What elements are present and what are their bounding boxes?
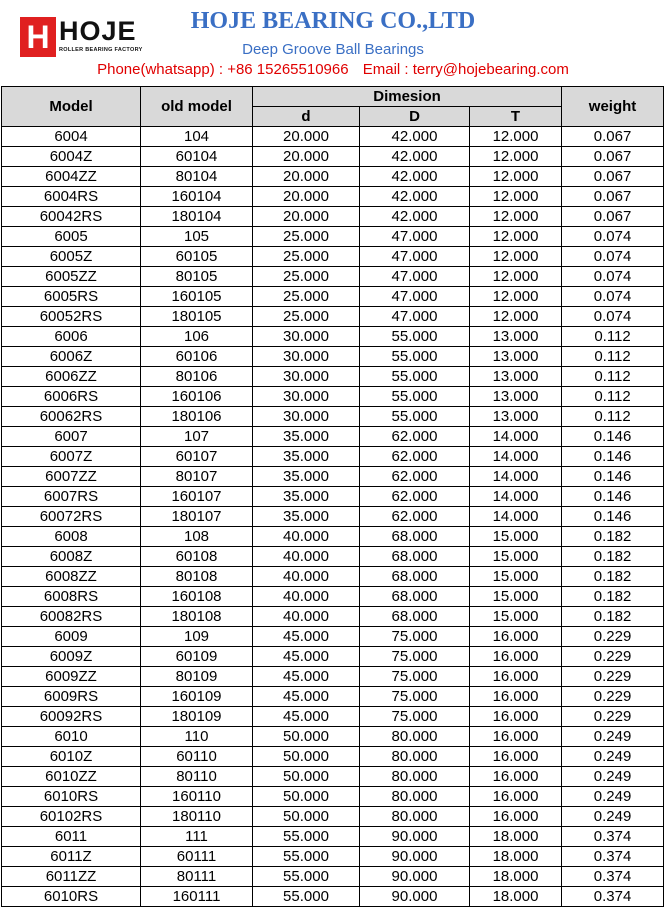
- cell-T: 12.000: [470, 307, 562, 327]
- cell-model: 6010RS: [2, 887, 141, 907]
- table-row: [2, 667, 664, 687]
- cell-D: 90.000: [360, 867, 470, 887]
- header-model: Model: [2, 87, 141, 127]
- table-row: [2, 487, 664, 507]
- cell-D: 68.000: [360, 527, 470, 547]
- cell-weight: 0.374: [562, 867, 664, 887]
- cell-D: 47.000: [360, 267, 470, 287]
- cell-D: 47.000: [360, 307, 470, 327]
- cell-old-model: 80111: [141, 867, 253, 887]
- cell-old-model: 80104: [141, 167, 253, 187]
- cell-weight: 0.074: [562, 307, 664, 327]
- header-T-width: T: [470, 107, 562, 127]
- cell-d: 55.000: [253, 827, 360, 847]
- cell-weight: 0.374: [562, 847, 664, 867]
- cell-D: 75.000: [360, 667, 470, 687]
- cell-weight: 0.229: [562, 707, 664, 727]
- cell-model: 6004: [2, 127, 141, 147]
- cell-model: 60102RS: [2, 807, 141, 827]
- cell-D: 75.000: [360, 707, 470, 727]
- cell-model: 6011: [2, 827, 141, 847]
- cell-old-model: 180108: [141, 607, 253, 627]
- cell-T: 16.000: [470, 727, 562, 747]
- cell-old-model: 80110: [141, 767, 253, 787]
- table-row: [2, 867, 664, 887]
- cell-T: 12.000: [470, 147, 562, 167]
- cell-weight: 0.067: [562, 147, 664, 167]
- cell-D: 42.000: [360, 127, 470, 147]
- cell-d: 50.000: [253, 727, 360, 747]
- cell-T: 14.000: [470, 467, 562, 487]
- cell-D: 90.000: [360, 847, 470, 867]
- header-old-model: old model: [141, 87, 253, 127]
- page-header: [0, 0, 666, 86]
- cell-T: 14.000: [470, 507, 562, 527]
- cell-T: 14.000: [470, 487, 562, 507]
- cell-d: 35.000: [253, 467, 360, 487]
- cell-old-model: 180104: [141, 207, 253, 227]
- cell-T: 13.000: [470, 407, 562, 427]
- cell-D: 62.000: [360, 427, 470, 447]
- cell-D: 47.000: [360, 247, 470, 267]
- cell-D: 90.000: [360, 887, 470, 907]
- cell-D: 55.000: [360, 407, 470, 427]
- cell-T: 13.000: [470, 327, 562, 347]
- cell-old-model: 80106: [141, 367, 253, 387]
- table-row: [2, 747, 664, 767]
- cell-weight: 0.112: [562, 327, 664, 347]
- cell-model: 6006: [2, 327, 141, 347]
- cell-weight: 0.074: [562, 227, 664, 247]
- cell-old-model: 80109: [141, 667, 253, 687]
- cell-d: 50.000: [253, 807, 360, 827]
- cell-old-model: 60105: [141, 247, 253, 267]
- cell-T: 15.000: [470, 567, 562, 587]
- table-row: [2, 827, 664, 847]
- cell-weight: 0.067: [562, 167, 664, 187]
- cell-weight: 0.229: [562, 627, 664, 647]
- cell-model: 6008ZZ: [2, 567, 141, 587]
- cell-weight: 0.067: [562, 127, 664, 147]
- table-row: [2, 267, 664, 287]
- cell-model: 6006RS: [2, 387, 141, 407]
- cell-model: 6006ZZ: [2, 367, 141, 387]
- cell-d: 50.000: [253, 787, 360, 807]
- cell-T: 12.000: [470, 127, 562, 147]
- company-name: HOJE BEARING CO.,LTD: [190, 8, 476, 34]
- table-row: [2, 767, 664, 787]
- cell-weight: 0.229: [562, 667, 664, 687]
- cell-weight: 0.229: [562, 647, 664, 667]
- cell-T: 18.000: [470, 887, 562, 907]
- cell-d: 35.000: [253, 427, 360, 447]
- table-row: [2, 347, 664, 367]
- cell-D: 47.000: [360, 227, 470, 247]
- cell-D: 80.000: [360, 807, 470, 827]
- table-row: [2, 807, 664, 827]
- cell-weight: 0.074: [562, 247, 664, 267]
- cell-d: 20.000: [253, 187, 360, 207]
- cell-model: 60052RS: [2, 307, 141, 327]
- cell-d: 20.000: [253, 127, 360, 147]
- cell-old-model: 109: [141, 627, 253, 647]
- cell-old-model: 160109: [141, 687, 253, 707]
- cell-D: 47.000: [360, 287, 470, 307]
- cell-old-model: 160111: [141, 887, 253, 907]
- cell-model: 60062RS: [2, 407, 141, 427]
- cell-old-model: 160110: [141, 787, 253, 807]
- cell-d: 20.000: [253, 167, 360, 187]
- cell-T: 12.000: [470, 247, 562, 267]
- cell-T: 16.000: [470, 627, 562, 647]
- table-row: [2, 167, 664, 187]
- cell-T: 16.000: [470, 747, 562, 767]
- cell-D: 62.000: [360, 507, 470, 527]
- cell-d: 30.000: [253, 347, 360, 367]
- cell-old-model: 60106: [141, 347, 253, 367]
- cell-d: 20.000: [253, 207, 360, 227]
- cell-weight: 0.146: [562, 507, 664, 527]
- cell-T: 16.000: [470, 647, 562, 667]
- cell-T: 12.000: [470, 267, 562, 287]
- cell-old-model: 60109: [141, 647, 253, 667]
- cell-model: 6009ZZ: [2, 667, 141, 687]
- cell-weight: 0.374: [562, 827, 664, 847]
- cell-weight: 0.229: [562, 687, 664, 707]
- cell-d: 50.000: [253, 767, 360, 787]
- cell-d: 40.000: [253, 587, 360, 607]
- cell-D: 68.000: [360, 587, 470, 607]
- cell-T: 16.000: [470, 667, 562, 687]
- cell-d: 20.000: [253, 147, 360, 167]
- table-row: [2, 887, 664, 907]
- cell-weight: 0.249: [562, 787, 664, 807]
- cell-model: 6005: [2, 227, 141, 247]
- table-row: [2, 627, 664, 647]
- cell-d: 40.000: [253, 527, 360, 547]
- cell-T: 16.000: [470, 787, 562, 807]
- cell-old-model: 80105: [141, 267, 253, 287]
- cell-old-model: 180106: [141, 407, 253, 427]
- table-row: [2, 207, 664, 227]
- cell-model: 6005Z: [2, 247, 141, 267]
- cell-D: 90.000: [360, 827, 470, 847]
- cell-model: 60072RS: [2, 507, 141, 527]
- cell-T: 12.000: [470, 207, 562, 227]
- cell-weight: 0.067: [562, 187, 664, 207]
- cell-old-model: 160105: [141, 287, 253, 307]
- cell-d: 25.000: [253, 307, 360, 327]
- cell-model: 6010Z: [2, 747, 141, 767]
- table-row: [2, 727, 664, 747]
- table-row: [2, 247, 664, 267]
- cell-old-model: 180105: [141, 307, 253, 327]
- cell-weight: 0.112: [562, 367, 664, 387]
- cell-weight: 0.249: [562, 807, 664, 827]
- cell-model: 6008: [2, 527, 141, 547]
- cell-D: 55.000: [360, 367, 470, 387]
- table-row: [2, 607, 664, 627]
- table-row: [2, 227, 664, 247]
- logo-subtext: ROLLER BEARING FACTORY: [59, 47, 143, 53]
- cell-old-model: 180110: [141, 807, 253, 827]
- cell-d: 30.000: [253, 387, 360, 407]
- catalog-subtitle: Deep Groove Ball Bearings: [242, 41, 424, 58]
- cell-weight: 0.074: [562, 267, 664, 287]
- logo-text: HOJE: [59, 16, 137, 46]
- table-row: [2, 647, 664, 667]
- cell-D: 68.000: [360, 567, 470, 587]
- cell-D: 75.000: [360, 687, 470, 707]
- cell-model: 6009Z: [2, 647, 141, 667]
- table-row: [2, 147, 664, 167]
- cell-d: 35.000: [253, 507, 360, 527]
- table-row: [2, 467, 664, 487]
- cell-d: 25.000: [253, 247, 360, 267]
- cell-model: 6008Z: [2, 547, 141, 567]
- header-weight: weight: [562, 87, 664, 127]
- cell-d: 45.000: [253, 627, 360, 647]
- cell-model: 6004ZZ: [2, 167, 141, 187]
- cell-old-model: 104: [141, 127, 253, 147]
- cell-model: 6004Z: [2, 147, 141, 167]
- table-row: [2, 587, 664, 607]
- cell-weight: 0.146: [562, 427, 664, 447]
- cell-weight: 0.182: [562, 607, 664, 627]
- cell-old-model: 180107: [141, 507, 253, 527]
- table-row: [2, 547, 664, 567]
- cell-model: 6010: [2, 727, 141, 747]
- contact-line: [0, 61, 666, 78]
- cell-d: 30.000: [253, 367, 360, 387]
- cell-model: 6007ZZ: [2, 467, 141, 487]
- cell-T: 12.000: [470, 187, 562, 207]
- header-d-inner: d: [253, 107, 360, 127]
- cell-model: 6006Z: [2, 347, 141, 367]
- header-D-outer: D: [360, 107, 470, 127]
- cell-model: 6007RS: [2, 487, 141, 507]
- phone-text: Phone(whatsapp) : +86 15265510966: [97, 61, 349, 78]
- table-row: [2, 447, 664, 467]
- cell-weight: 0.374: [562, 887, 664, 907]
- cell-old-model: 111: [141, 827, 253, 847]
- table-row: [2, 307, 664, 327]
- table-row: [2, 567, 664, 587]
- cell-old-model: 60110: [141, 747, 253, 767]
- cell-old-model: 160107: [141, 487, 253, 507]
- cell-d: 45.000: [253, 647, 360, 667]
- cell-model: 6011ZZ: [2, 867, 141, 887]
- cell-D: 55.000: [360, 347, 470, 367]
- cell-model: 60092RS: [2, 707, 141, 727]
- cell-weight: 0.146: [562, 447, 664, 467]
- cell-D: 80.000: [360, 787, 470, 807]
- cell-T: 14.000: [470, 427, 562, 447]
- cell-D: 75.000: [360, 647, 470, 667]
- cell-d: 45.000: [253, 667, 360, 687]
- cell-d: 50.000: [253, 747, 360, 767]
- cell-model: 6010ZZ: [2, 767, 141, 787]
- cell-d: 55.000: [253, 847, 360, 867]
- cell-D: 55.000: [360, 387, 470, 407]
- cell-T: 16.000: [470, 687, 562, 707]
- cell-d: 55.000: [253, 887, 360, 907]
- cell-D: 80.000: [360, 747, 470, 767]
- table-row: [2, 187, 664, 207]
- cell-T: 14.000: [470, 447, 562, 467]
- table-row: [2, 127, 664, 147]
- cell-model: 6004RS: [2, 187, 141, 207]
- cell-model: 6007: [2, 427, 141, 447]
- cell-weight: 0.067: [562, 207, 664, 227]
- cell-old-model: 80107: [141, 467, 253, 487]
- cell-D: 80.000: [360, 767, 470, 787]
- cell-weight: 0.146: [562, 467, 664, 487]
- cell-T: 15.000: [470, 607, 562, 627]
- table-body: [2, 127, 664, 907]
- table-row: [2, 507, 664, 527]
- cell-weight: 0.182: [562, 587, 664, 607]
- cell-model: 6005ZZ: [2, 267, 141, 287]
- table-row: [2, 707, 664, 727]
- cell-d: 35.000: [253, 447, 360, 467]
- cell-model: 6008RS: [2, 587, 141, 607]
- cell-T: 15.000: [470, 547, 562, 567]
- cell-old-model: 110: [141, 727, 253, 747]
- cell-D: 42.000: [360, 147, 470, 167]
- cell-weight: 0.146: [562, 487, 664, 507]
- cell-T: 18.000: [470, 827, 562, 847]
- cell-D: 62.000: [360, 487, 470, 507]
- table-row: [2, 427, 664, 447]
- table-row: [2, 387, 664, 407]
- table-row: [2, 367, 664, 387]
- cell-D: 42.000: [360, 187, 470, 207]
- table-row: [2, 287, 664, 307]
- cell-D: 80.000: [360, 727, 470, 747]
- cell-weight: 0.182: [562, 547, 664, 567]
- cell-model: 60042RS: [2, 207, 141, 227]
- cell-D: 42.000: [360, 207, 470, 227]
- cell-weight: 0.112: [562, 347, 664, 367]
- cell-T: 16.000: [470, 767, 562, 787]
- cell-old-model: 107: [141, 427, 253, 447]
- table-row: [2, 527, 664, 547]
- cell-old-model: 60104: [141, 147, 253, 167]
- cell-old-model: 108: [141, 527, 253, 547]
- cell-old-model: 160106: [141, 387, 253, 407]
- cell-old-model: 160104: [141, 187, 253, 207]
- cell-d: 30.000: [253, 407, 360, 427]
- cell-weight: 0.182: [562, 527, 664, 547]
- table-row: [2, 687, 664, 707]
- cell-d: 40.000: [253, 547, 360, 567]
- cell-weight: 0.112: [562, 407, 664, 427]
- cell-d: 35.000: [253, 487, 360, 507]
- cell-T: 12.000: [470, 167, 562, 187]
- cell-old-model: 60107: [141, 447, 253, 467]
- cell-model: 6010RS: [2, 787, 141, 807]
- cell-d: 40.000: [253, 607, 360, 627]
- table-row: [2, 787, 664, 807]
- cell-weight: 0.249: [562, 727, 664, 747]
- cell-D: 42.000: [360, 167, 470, 187]
- bearing-spec-table: [1, 86, 664, 907]
- cell-d: 45.000: [253, 707, 360, 727]
- cell-T: 18.000: [470, 867, 562, 887]
- cell-old-model: 60111: [141, 847, 253, 867]
- cell-T: 12.000: [470, 227, 562, 247]
- cell-model: 60082RS: [2, 607, 141, 627]
- cell-T: 12.000: [470, 287, 562, 307]
- email-text: Email : terry@hojebearing.com: [362, 61, 569, 78]
- cell-d: 25.000: [253, 227, 360, 247]
- cell-old-model: 80108: [141, 567, 253, 587]
- cell-model: 6005RS: [2, 287, 141, 307]
- cell-old-model: 180109: [141, 707, 253, 727]
- cell-D: 62.000: [360, 467, 470, 487]
- header-dimension: Dimesion: [253, 87, 562, 107]
- cell-weight: 0.074: [562, 287, 664, 307]
- cell-T: 16.000: [470, 707, 562, 727]
- cell-T: 15.000: [470, 587, 562, 607]
- cell-model: 6007Z: [2, 447, 141, 467]
- cell-D: 75.000: [360, 627, 470, 647]
- table-row: [2, 407, 664, 427]
- cell-weight: 0.112: [562, 387, 664, 407]
- cell-model: 6009: [2, 627, 141, 647]
- cell-d: 55.000: [253, 867, 360, 887]
- cell-d: 30.000: [253, 327, 360, 347]
- cell-T: 13.000: [470, 387, 562, 407]
- cell-D: 68.000: [360, 607, 470, 627]
- cell-d: 25.000: [253, 267, 360, 287]
- logo-mark: H: [20, 17, 56, 57]
- cell-T: 16.000: [470, 807, 562, 827]
- cell-T: 13.000: [470, 367, 562, 387]
- cell-T: 13.000: [470, 347, 562, 367]
- cell-D: 62.000: [360, 447, 470, 467]
- cell-T: 18.000: [470, 847, 562, 867]
- cell-old-model: 105: [141, 227, 253, 247]
- cell-d: 45.000: [253, 687, 360, 707]
- cell-old-model: 60108: [141, 547, 253, 567]
- cell-model: 6011Z: [2, 847, 141, 867]
- cell-T: 15.000: [470, 527, 562, 547]
- table-row: [2, 847, 664, 867]
- cell-D: 55.000: [360, 327, 470, 347]
- cell-weight: 0.182: [562, 567, 664, 587]
- cell-d: 25.000: [253, 287, 360, 307]
- cell-D: 68.000: [360, 547, 470, 567]
- cell-old-model: 160108: [141, 587, 253, 607]
- cell-old-model: 106: [141, 327, 253, 347]
- cell-weight: 0.249: [562, 767, 664, 787]
- cell-d: 40.000: [253, 567, 360, 587]
- cell-weight: 0.249: [562, 747, 664, 767]
- table-row: [2, 327, 664, 347]
- cell-model: 6009RS: [2, 687, 141, 707]
